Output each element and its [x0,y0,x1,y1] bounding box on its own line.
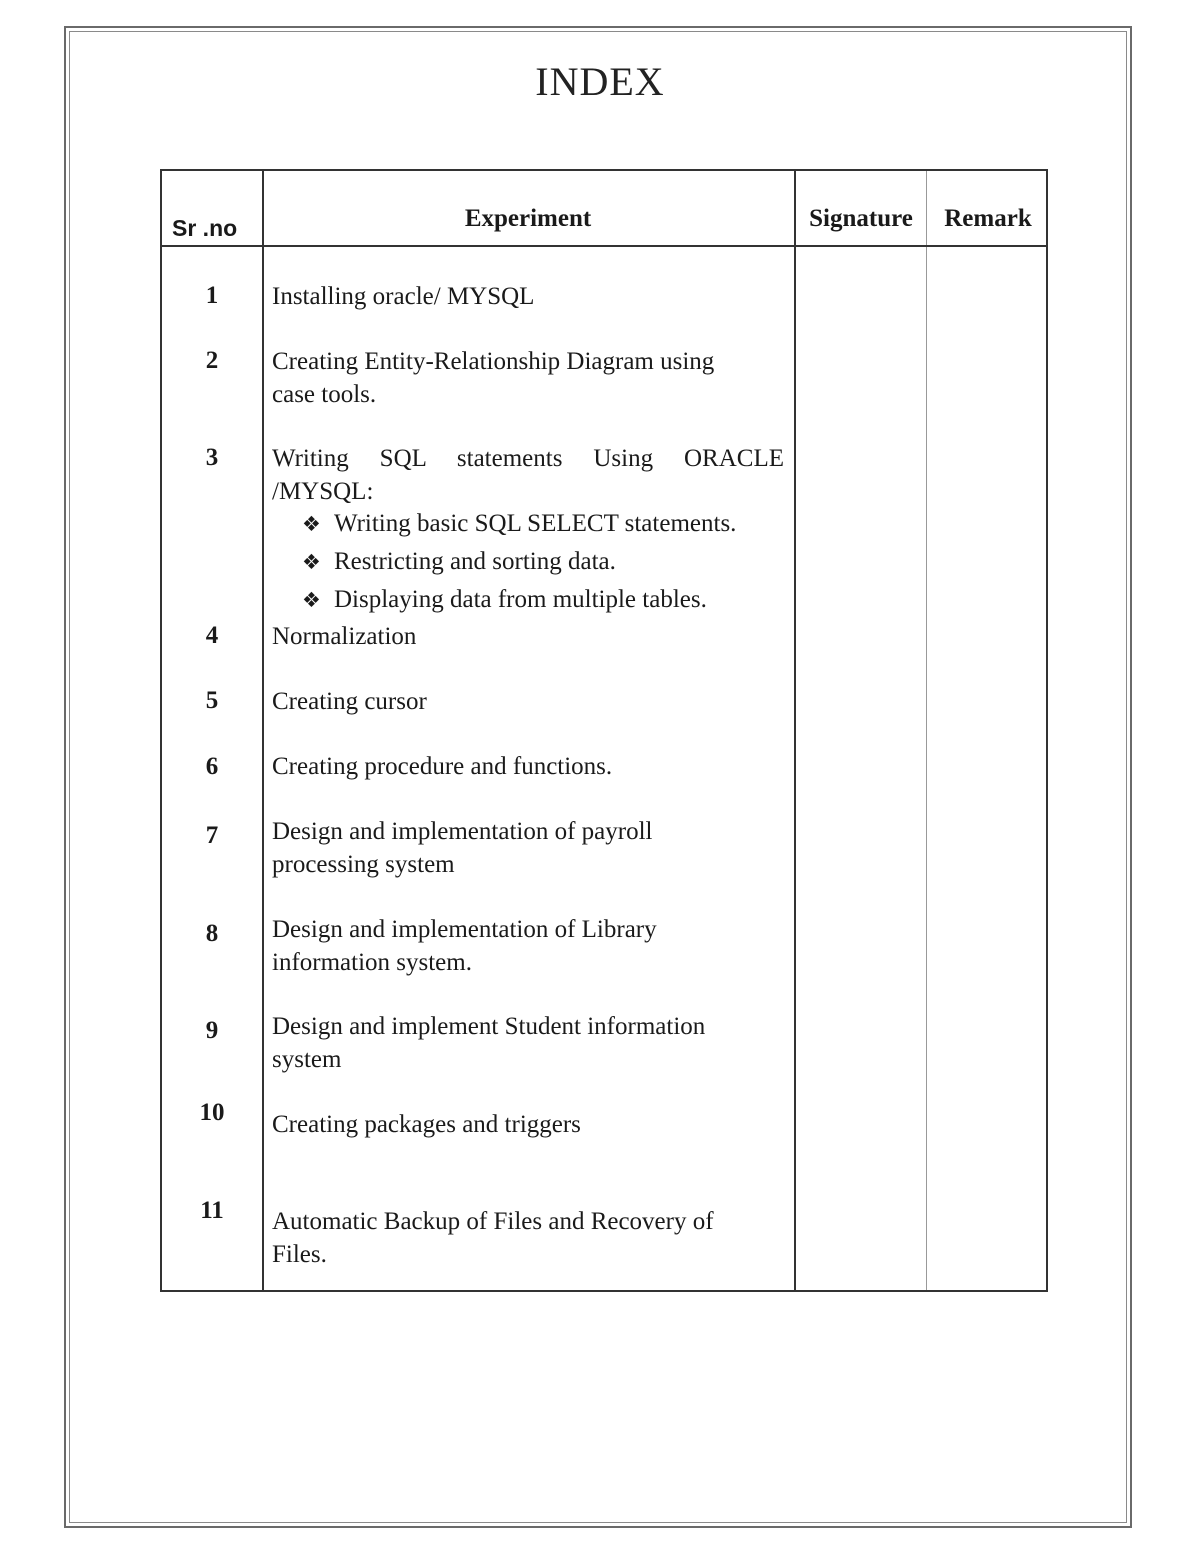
bullet-text: Restricting and sorting data. [334,548,616,575]
experiment-line: Design and implement Student information [272,1013,706,1040]
experiment-line: Creating packages and triggers [272,1111,581,1138]
row-number: 4 [205,622,219,649]
bullet-item [302,581,794,619]
bullet-item [302,505,794,543]
experiment-line: Files. [272,1241,327,1268]
experiment-title [272,1205,784,1271]
bullet-icon: ❖ [302,588,321,612]
row-number: 3 [205,444,219,471]
header-remark: Remark [944,205,1032,232]
experiment-line: Creating procedure and functions. [272,753,613,780]
header-sr-no: Sr .no [172,215,238,241]
experiment-line: /MYSQL: [272,478,374,505]
column-divider [794,171,796,1290]
experiment-bullets [302,505,794,619]
experiment-title [272,620,784,653]
row-number: 8 [205,920,219,947]
experiment-line: Normalization [272,623,417,650]
experiment-line: Writing SQL statements Using ORACLE [272,445,784,472]
bullet-text: Displaying data from multiple tables. [334,586,707,613]
bullet-icon: ❖ [302,512,321,536]
experiment-line: Automatic Backup of Files and Recovery of [272,1208,714,1235]
row-number: 6 [205,753,219,780]
header-experiment: Experiment [464,205,592,232]
experiment-line: case tools. [272,381,377,408]
experiment-title [272,280,784,313]
experiment-line: system [272,1046,342,1073]
bullet-icon: ❖ [302,550,321,574]
row-number: 11 [200,1197,224,1224]
row-number: 5 [205,687,219,714]
bullet-text: Writing basic SQL SELECT statements. [334,510,737,537]
experiment-line: Creating cursor [272,688,427,715]
index-table [160,169,1048,1292]
experiment-line: Design and implementation of Library [272,916,657,943]
header-divider [162,245,1046,247]
experiment-title [272,913,784,979]
experiment-line: processing system [272,851,455,878]
row-number: 2 [205,347,219,374]
experiment-line: Creating Entity-Relationship Diagram using [272,348,715,375]
experiment-title [272,815,784,881]
page-title: INDEX [535,59,665,104]
row-number: 10 [199,1099,225,1126]
row-number: 1 [205,282,219,309]
experiment-line: Installing oracle/ MYSQL [272,283,535,310]
experiment-title [272,345,784,411]
header-signature: Signature [809,205,913,232]
experiment-title [272,685,784,718]
experiment-line: information system. [272,949,472,976]
column-divider [262,171,264,1290]
experiment-title [272,1010,784,1076]
column-divider [926,171,927,1290]
bullet-item [302,543,794,581]
row-number: 9 [205,1017,219,1044]
experiment-title [272,1108,784,1141]
row-number: 7 [205,822,219,849]
experiment-title [272,442,784,508]
experiment-line: Design and implementation of payroll [272,818,653,845]
experiment-title [272,750,784,783]
